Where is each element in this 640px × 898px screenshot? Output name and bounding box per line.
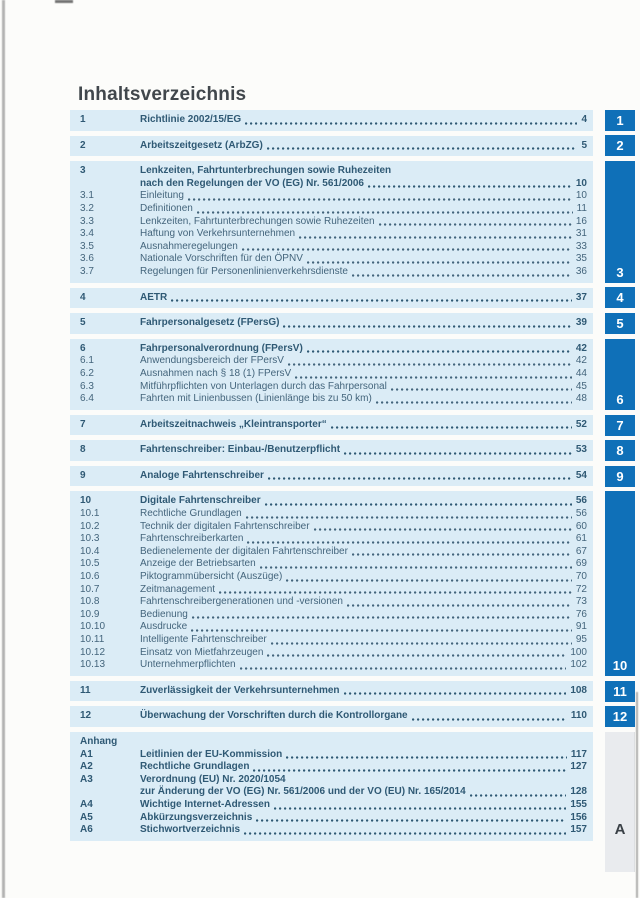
dot-leader [247,541,571,544]
dot-leader [307,350,572,353]
toc-row [70,419,593,432]
toc-row-title: Rechtliche Grundlagen [140,761,250,773]
toc-row-number: 10 [80,495,92,507]
toc-row-number: 10.12 [80,646,106,658]
dot-leader [219,591,572,594]
dot-leader [242,248,572,251]
toc-row-number: A3 [80,773,93,785]
dot-leader [352,553,572,556]
toc-row-page: 31 [575,228,587,240]
toc-row-number: 9 [80,469,86,481]
page-title: Inhaltsverzeichnis [78,84,247,105]
toc-row-title: Lenkzeiten, Fahrtunterbrechungen sowie Ruhezeiten [140,215,375,227]
toc-row-page: 61 [575,533,587,545]
scan-edge-top [55,0,73,3]
toc-row-page: 73 [575,596,587,608]
toc-row-number: 6.3 [80,380,94,392]
toc-section [70,313,593,334]
toc-row-number: 10.10 [80,621,106,633]
toc-row-page: 56 [575,495,587,507]
toc-row [70,190,593,203]
toc-row-page: 72 [575,583,587,595]
toc-row-title: Abkürzungsverzeichnis [140,811,253,823]
toc-row [70,521,593,534]
dot-leader [470,794,567,797]
dot-leader [197,211,573,214]
toc-row-number: 3.6 [80,253,94,265]
toc-row-number: 10.2 [80,520,100,532]
toc-row-title: Einleitung [140,190,184,202]
dot-leader [256,819,566,822]
toc-row-number: 4 [80,291,86,303]
toc-row-title: Fahrten mit Linienbussen (Linienlänge bis zu 50 km) [140,393,372,405]
toc-row [70,824,593,837]
toc-row-page: 45 [575,380,587,392]
toc-row [70,799,593,812]
toc-section [70,339,593,410]
toc-row-page: 155 [570,798,587,810]
dot-leader [286,579,572,582]
toc-row-title: Zeitmanagement [140,583,216,595]
toc-row-title: Fahrtenschreibergenerationen und -versionen [140,596,343,608]
toc-row [70,228,593,241]
edge-tab-8: 8 [605,440,635,461]
toc-row [70,495,593,508]
tab-rail [605,0,635,898]
toc-row-title: Piktogrammübersicht (Auszüge) [140,571,283,583]
toc-row-number: A2 [80,761,93,773]
toc-row-number: A5 [80,811,93,823]
toc-section [70,706,593,727]
toc-section [70,681,593,702]
toc-row-number: 10.9 [80,608,100,620]
toc-row-page: 54 [575,469,587,481]
toc-row [70,178,593,191]
dot-leader [314,528,572,531]
toc-row-title: Verordnung (EU) Nr. 2020/1054 [140,773,286,785]
toc-row-number: 3.5 [80,240,94,252]
dot-leader [144,744,583,747]
toc-row-number: 10.3 [80,533,100,545]
toc-row-title: Richtlinie 2002/15/EG [140,114,242,125]
toc-row-page: 52 [575,418,587,430]
toc-row-page: 127 [570,761,587,773]
toc-row-title: Stichwortverzeichnis [140,824,241,836]
dot-leader [267,147,578,150]
dot-leader [260,566,572,569]
toc-row-number: 3.7 [80,265,94,277]
toc-section [70,136,593,157]
toc-row [70,165,593,178]
toc-row [70,647,593,660]
dot-leader [244,832,566,835]
toc-row [70,736,593,749]
toc-row-page: 76 [575,608,587,620]
toc-row-title: Regelungen für Personenlinienverkehrsdienste [140,265,348,277]
toc-section [70,466,593,487]
dot-leader [245,122,577,125]
toc-row-page: 157 [570,824,587,836]
toc-row [70,634,593,647]
toc-row [70,292,593,305]
toc-row-number: 6 [80,342,86,354]
edge-tab-6: 6 [605,339,635,410]
toc-row-title: Ausnahmen nach § 18 (1) FPersV [140,367,292,379]
toc-row [70,621,593,634]
toc-row-number: 11 [80,684,91,696]
dot-leader [288,363,572,366]
toc-row-title: nach den Regelungen der VO (EG) Nr. 561/2006 [140,177,364,189]
toc-row-page: 11 [576,202,587,214]
toc-row-title: Fahrpersonalgesetz (FPersG) [140,317,280,329]
toc-row-page: 102 [570,659,587,671]
toc-row-title: Technik der digitalen Fahrtenschreiber [140,520,310,532]
toc-section [70,415,593,436]
dot-leader [192,616,572,619]
toc-row-title: Mitführpflichten von Unterlagen durch das Fahrpersonal [140,380,387,392]
toc-row-page: 5 [581,139,587,151]
edge-tab-12: 12 [605,706,635,727]
toc-row-number: 10.8 [80,596,100,608]
toc-row-page: 60 [575,520,587,532]
toc-row-title: Rechtliche Grundlagen [140,508,242,520]
toc-row [70,508,593,521]
toc-row-number: 8 [80,444,86,456]
dot-leader [267,654,566,657]
toc-row [70,355,593,368]
toc-row [70,470,593,483]
toc-row-number: 10.1 [80,508,100,520]
toc-row-number: 6.4 [80,393,94,405]
toc-row [70,317,593,330]
toc-row-title: Definitionen [140,202,193,214]
toc-row-page: 117 [570,748,587,760]
toc-row [70,571,593,584]
toc-row [70,253,593,266]
scan-edge-right [636,692,638,898]
toc-row [70,444,593,457]
toc-row [70,203,593,216]
toc-row-page: 44 [575,367,587,379]
toc-row [70,381,593,394]
toc-row-title: Arbeitszeitnachweis „Kleintransporter“ [140,418,327,430]
toc-row [70,546,593,559]
dot-leader [188,198,572,201]
dot-leader [391,388,572,391]
toc-row [70,786,593,799]
toc-row-page: 35 [575,253,587,265]
toc-row-page: 108 [570,684,587,696]
dot-leader [271,642,572,645]
toc-row-title: Fahrtenschreiber: Einbau-/Benutzerpflicht [140,444,341,456]
toc-row-number: 10.5 [80,558,100,570]
toc-row-page: 70 [575,571,587,583]
toc-row-number: 6.1 [80,355,94,367]
toc-row-number: 1 [80,114,86,125]
toc-row-page: 56 [575,508,587,520]
dot-leader [344,692,567,695]
toc-row-page: 100 [570,646,587,658]
toc-row-page: 39 [575,317,587,329]
toc-row-title: Überwachung der Vorschriften durch die Kontrollorgane [140,710,408,722]
edge-tab-7: 7 [605,415,635,436]
toc-row [70,533,593,546]
toc-row-title: Anwendungsbereich der FPersV [140,355,284,367]
toc-row-page: 36 [575,265,587,277]
toc-row [70,216,593,229]
toc-row-page: 110 [570,710,587,722]
toc-row-number: 5 [80,317,86,329]
toc-row-title: Bedienung [140,608,188,620]
toc-row-title: Ausnahmeregelungen [140,240,238,252]
toc-row [70,558,593,571]
dot-leader [191,629,572,632]
dot-leader [379,223,572,226]
toc-row-title: Arbeitszeitgesetz (ArbZG) [140,139,263,151]
toc-section [70,440,593,461]
toc-row-number: 3 [80,165,86,177]
toc-row-page: 42 [575,355,587,367]
toc-row-title: Unternehmerpflichten [140,659,236,671]
dot-leader [274,807,566,810]
toc-row-page: 33 [575,240,587,252]
toc-row [70,114,593,127]
toc-row [70,266,593,279]
toc-row-title: Intelligente Fahrtenschreiber [140,634,267,645]
edge-tab-1: 1 [605,110,635,131]
toc-row-title: Nationale Vorschriften für den ÖPNV [140,253,303,265]
toc-row-title: Haftung von Verkehrsunternehmen [140,228,296,240]
dot-leader [299,236,572,239]
toc-row [70,368,593,381]
toc-row-title: Ausdrucke [140,621,188,633]
dot-leader [331,426,572,429]
toc-row-page: 4 [581,114,587,125]
toc-section [70,110,593,131]
toc-row-title: Anzeige der Betriebsarten [140,558,256,570]
toc-row-number: A6 [80,824,93,836]
toc-section [70,288,593,309]
dot-leader [283,325,571,328]
toc-row-title: Analoge Fahrtenschreiber [140,469,264,481]
toc-row [70,343,593,356]
dot-leader [368,185,572,188]
toc-row [70,584,593,597]
toc-row [70,774,593,787]
toc-row [70,659,593,672]
toc-section [70,732,593,841]
toc-row-page: 10 [575,190,587,202]
toc-row-number: A4 [80,798,93,810]
dot-leader [347,604,572,607]
toc-row [70,609,593,622]
toc-row [70,710,593,723]
dot-leader [268,477,572,480]
toc-row-page: 42 [575,342,587,354]
dot-leader [376,401,572,404]
toc-row-number: 10.11 [80,634,105,645]
dot-leader [395,173,583,176]
dot-leader [290,781,583,784]
toc-row-number: 3.4 [80,228,94,240]
dot-leader [344,452,572,455]
toc-row-number: 10.4 [80,545,100,557]
toc-row-page: 48 [575,393,587,405]
edge-tab-appendix: A [605,732,635,872]
toc-row-number: 10.13 [80,659,106,671]
toc-row-title: Digitale Fahrtenschreiber [140,495,261,507]
dot-leader [265,503,572,506]
toc-row-title: Fahrtenschreiberkarten [140,533,244,545]
toc-row-title: Leitlinien der EU-Kommission [140,748,283,760]
toc-row [70,241,593,254]
toc-row-page: 128 [570,786,587,798]
toc-row [70,749,593,762]
dot-leader [412,718,567,721]
toc-row-page: 10 [575,177,587,189]
toc-row-page: 69 [575,558,587,570]
toc-row-page: 37 [575,291,587,303]
toc-section [70,491,593,675]
toc-page [70,84,593,846]
toc-row-number: 10.6 [80,571,100,583]
dot-leader [253,769,566,772]
toc-row [70,140,593,153]
dot-leader [352,274,572,277]
toc-row [70,393,593,406]
toc-section [70,161,593,282]
toc-row-page: 53 [575,444,587,456]
edge-tab-2: 2 [605,135,635,156]
edge-tab-3: 3 [605,161,635,283]
toc-row-page: 95 [575,634,587,645]
dot-leader [246,516,572,519]
dot-leader [307,261,572,264]
edge-tab-4: 4 [605,287,635,308]
toc-row-number: A1 [80,748,93,760]
toc-row-page: 16 [575,215,587,227]
dot-leader [240,667,567,670]
toc-row-number: 3.1 [80,190,94,202]
toc-row [70,812,593,825]
dot-leader [171,299,572,302]
toc-row-number: 10.7 [80,583,100,595]
toc-row-number: 12 [80,710,92,722]
dot-leader [295,376,572,379]
toc-row [70,761,593,774]
toc-row-title: AETR [140,291,168,303]
dot-leader [286,756,567,759]
toc-row-number: 7 [80,418,86,430]
toc-row-title: Wichtige Internet-Adressen [140,798,270,810]
edge-tab-11: 11 [605,681,635,702]
toc-row-page: 67 [575,545,587,557]
toc-row-title: Lenkzeiten, Fahrtunterbrechungen sowie Ruhezeiten [140,165,392,177]
scan-edge-left [2,0,5,898]
toc-row-number: 3.2 [80,202,94,214]
edge-tab-5: 5 [605,313,635,334]
toc-row-title: Bedienelemente der digitalen Fahrtenschreiber [140,545,348,557]
toc-sections [70,110,593,841]
toc-row-title: Einsatz von Mietfahrzeugen [140,646,264,658]
toc-row-page: 156 [570,811,587,823]
edge-tab-9: 9 [605,466,635,487]
toc-row [70,685,593,698]
toc-row-title: zur Änderung der VO (EG) Nr. 561/2006 und der VO (EU) Nr. 165/2014 [140,786,466,798]
toc-row [70,596,593,609]
toc-row-number: 2 [80,139,86,151]
toc-row-page: 91 [575,621,587,633]
toc-row-number: 3.3 [80,215,94,227]
toc-row-title: Zuverlässigkeit der Verkehrsunternehmen [140,684,340,696]
toc-row-number: Anhang [80,735,118,747]
toc-row-title: Fahrpersonalverordnung (FPersV) [140,342,303,354]
edge-tab-10: 10 [605,491,635,676]
toc-row-number: 6.2 [80,367,94,379]
